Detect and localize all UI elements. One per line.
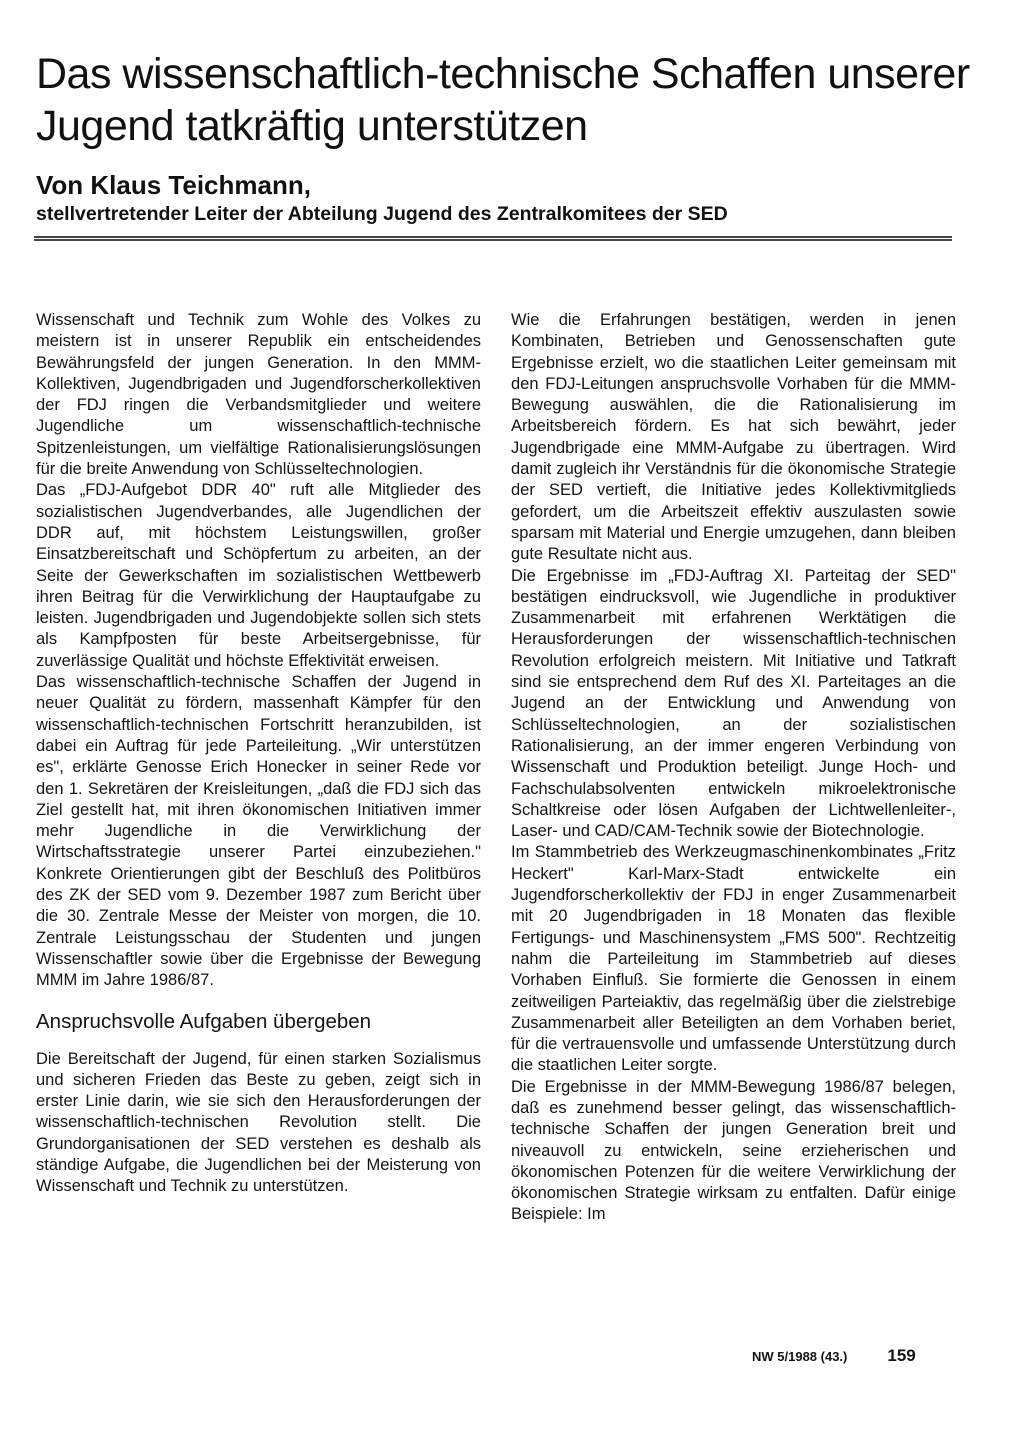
page-number: 159 (887, 1346, 916, 1365)
section-heading: Anspruchsvolle Aufgaben übergeben (36, 1009, 372, 1033)
paragraph: Wie die Erfahrungen bestätigen, werden in jenen Kombinaten, Betrieben und Genossenschaften gute Ergebnisse erzielt, wo die staatlichen Leiter gemeinsam mit den FDJ-Leitungen anspruchsvolle Vorhaben für die MMM-Bewegung auswählen, die die Rationalisierung im Arbeitsbereich fördern. Es hat sich bewährt, jeder Jugendbrigade eine MMM-Aufgabe zu übertragen. Wird damit zugleich ihr Verständnis für die ökonomische Strategie der SED vertieft, die Initiative jedes Kollektivmitglieds gefordert, um die Arbeitszeit effektiv auszulasten sowie sparsam mit Material und Energie umzugehen, dann bleiben gute Resultate nicht aus. (511, 311, 956, 564)
paragraph: Das „FDJ-Aufgebot DDR 40" ruft alle Mitglieder des sozialistischen Jugendverbandes, alle Jugendlichen der DDR auf, mit höchstem Leistungswillen, großer Einsatzbereitschaft und Schöpfertum zu arbeiten, an der Seite der Gewerkschaften im sozialistischen Wettbewerb ihren Beitrag für die Verwirklichung der Hauptaufgabe zu leisten. Jugendbrigaden und Jugendobjekte sollen sich stets als Kampfposten für beste Arbeitsergebnisse, für zuverlässige Qualität und höchste Effektivität erweisen. (36, 481, 481, 670)
paragraph: Die Ergebnisse im „FDJ-Auftrag XI. Parteitag der SED" bestätigen eindrucksvoll, wie Jugendliche in produktiver Zusammenarbeit mit erfahrenen Werktätigen die Herausforderungen der wissenschaftlich-technischen Revolution erfolgreich meistern. Mit Initiative und Tatkraft sind sie entsprechend dem Ruf des XI. Parteitages an die Jugend an der Entwicklung und Anwendung von Schlüsseltechnologien, an der sozialistischen Rationalisierung, an der immer engeren Verbindung von Wissenschaft und Produktion beteiligt. Junge Hoch- und Fachschulabsolventen entwickeln mikroelektronische Schaltkreise oder lösen Aufgaben der Lichtwellenleiter-, Laser- und CAD/CAM-Technik sowie der Biotechnologie. (511, 566, 956, 841)
paragraph: Wissenschaft und Technik zum Wohle des Volkes zu meistern ist in unserer Republik ein entscheidendes Bewährungsfeld der jungen Generation. In den MMM-Kollektiven, Jugendbrigaden und Jugendforscherkollektiven der FDJ ringen die Verbandsmitglieder und weitere Jugendliche um wissenschaftlich-technische Spitzenleistungen, um vielfältige Rationalisierungslösungen für die breite Anwendung von Schlüsseltechnologien. (36, 311, 481, 479)
article-title: Das wissenschaftlich-technische Schaffen unserer Jugend tatkräftig unterstützen (36, 50, 970, 150)
paragraph: Die Bereitschaft der Jugend, für einen starken Sozialismus und sicheren Frieden das Beste zu geben, zeigt sich in erster Linie darin, wie sie sich den Herausforderungen der wissenschaftlich-technischen Revolution stellt. Die Grundorganisationen der SED verstehen es deshalb als ständige Aufgabe, die Jugendlichen bei der Meisterung von Wissenschaft und Technik zu unterstützen. (36, 1049, 481, 1196)
issue-label: NW 5/1988 (43.) (752, 1349, 848, 1364)
paragraph: Das wissenschaftlich-technische Schaffen der Jugend in neuer Qualität zu fördern, massenhaft Kämpfer für den wissenschaftlich-technischen Fortschritt heranzubilden, ist dabei ein Auftrag für jede Parteileitung. „Wir unterstützen es", erklärte Genosse Erich Honecker in seiner Rede vor den 1. Sekretären der Kreisleitungen, „daß die FDJ sich das Ziel gestellt hat, mit ihren ökonomischen Initiativen immer mehr Jugendliche in die Verwirklichung der Wirtschaftsstrategie unserer Partei einzubeziehen." Konkrete Orientierungen gibt der Beschluß des Politbüros des ZK der SED vom 9. Dezember 1987 zum Bericht über die 30. Zentrale Messe der Meister von morgen, die 10. Zentrale Leistungsschau der Studenten und jungen Wissenschaftler sowie über die Ergebnisse der Bewegung MMM im Jahre 1986/87. (36, 673, 481, 990)
article-author: Von Klaus Teichmann, (36, 170, 311, 200)
page-footer (752, 1346, 916, 1366)
author-role: stellvertretender Leiter der Abteilung Jugend des Zentralkomitees der SED (36, 203, 728, 225)
header-rule (34, 236, 952, 241)
paragraph: Im Stammbetrieb des Werkzeugmaschinenkombinates „Fritz Heckert" Karl-Marx-Stadt entwickelte ein Jugendforscherkollektiv der FDJ in enger Zusammenarbeit mit 20 Jugendbrigaden in 18 Monaten das flexible Fertigungs- und Maschinensystem „FMS 500". Rechtzeitig nahm die Parteileitung im Stammbetrieb auf dieses Vorhaben Einfluß. Sie formierte die Genossen in einem zeitweiligen Parteiaktiv, das regelmäßig über die zielstrebige Zusammenarbeit aller Beteiligten an dem Vorhaben beriet, für die vertrauensvolle und umfassende Unterstützung durch die staatlichen Leiter sorgte. (511, 843, 956, 1075)
right-column (511, 310, 956, 1226)
left-column (36, 310, 481, 1198)
paragraph: Die Ergebnisse in der MMM-Bewegung 1986/87 belegen, daß es zunehmend besser gelingt, das wissenschaftlich-technische Schaffen der jungen Generation breit und niveauvoll zu entwickeln, seine erzieherischen und ökonomischen Potenzen für die weitere Verwirklichung der ökonomischen Strategie wirksam zu entfalten. Dafür einige Beispiele: Im (511, 1077, 956, 1224)
